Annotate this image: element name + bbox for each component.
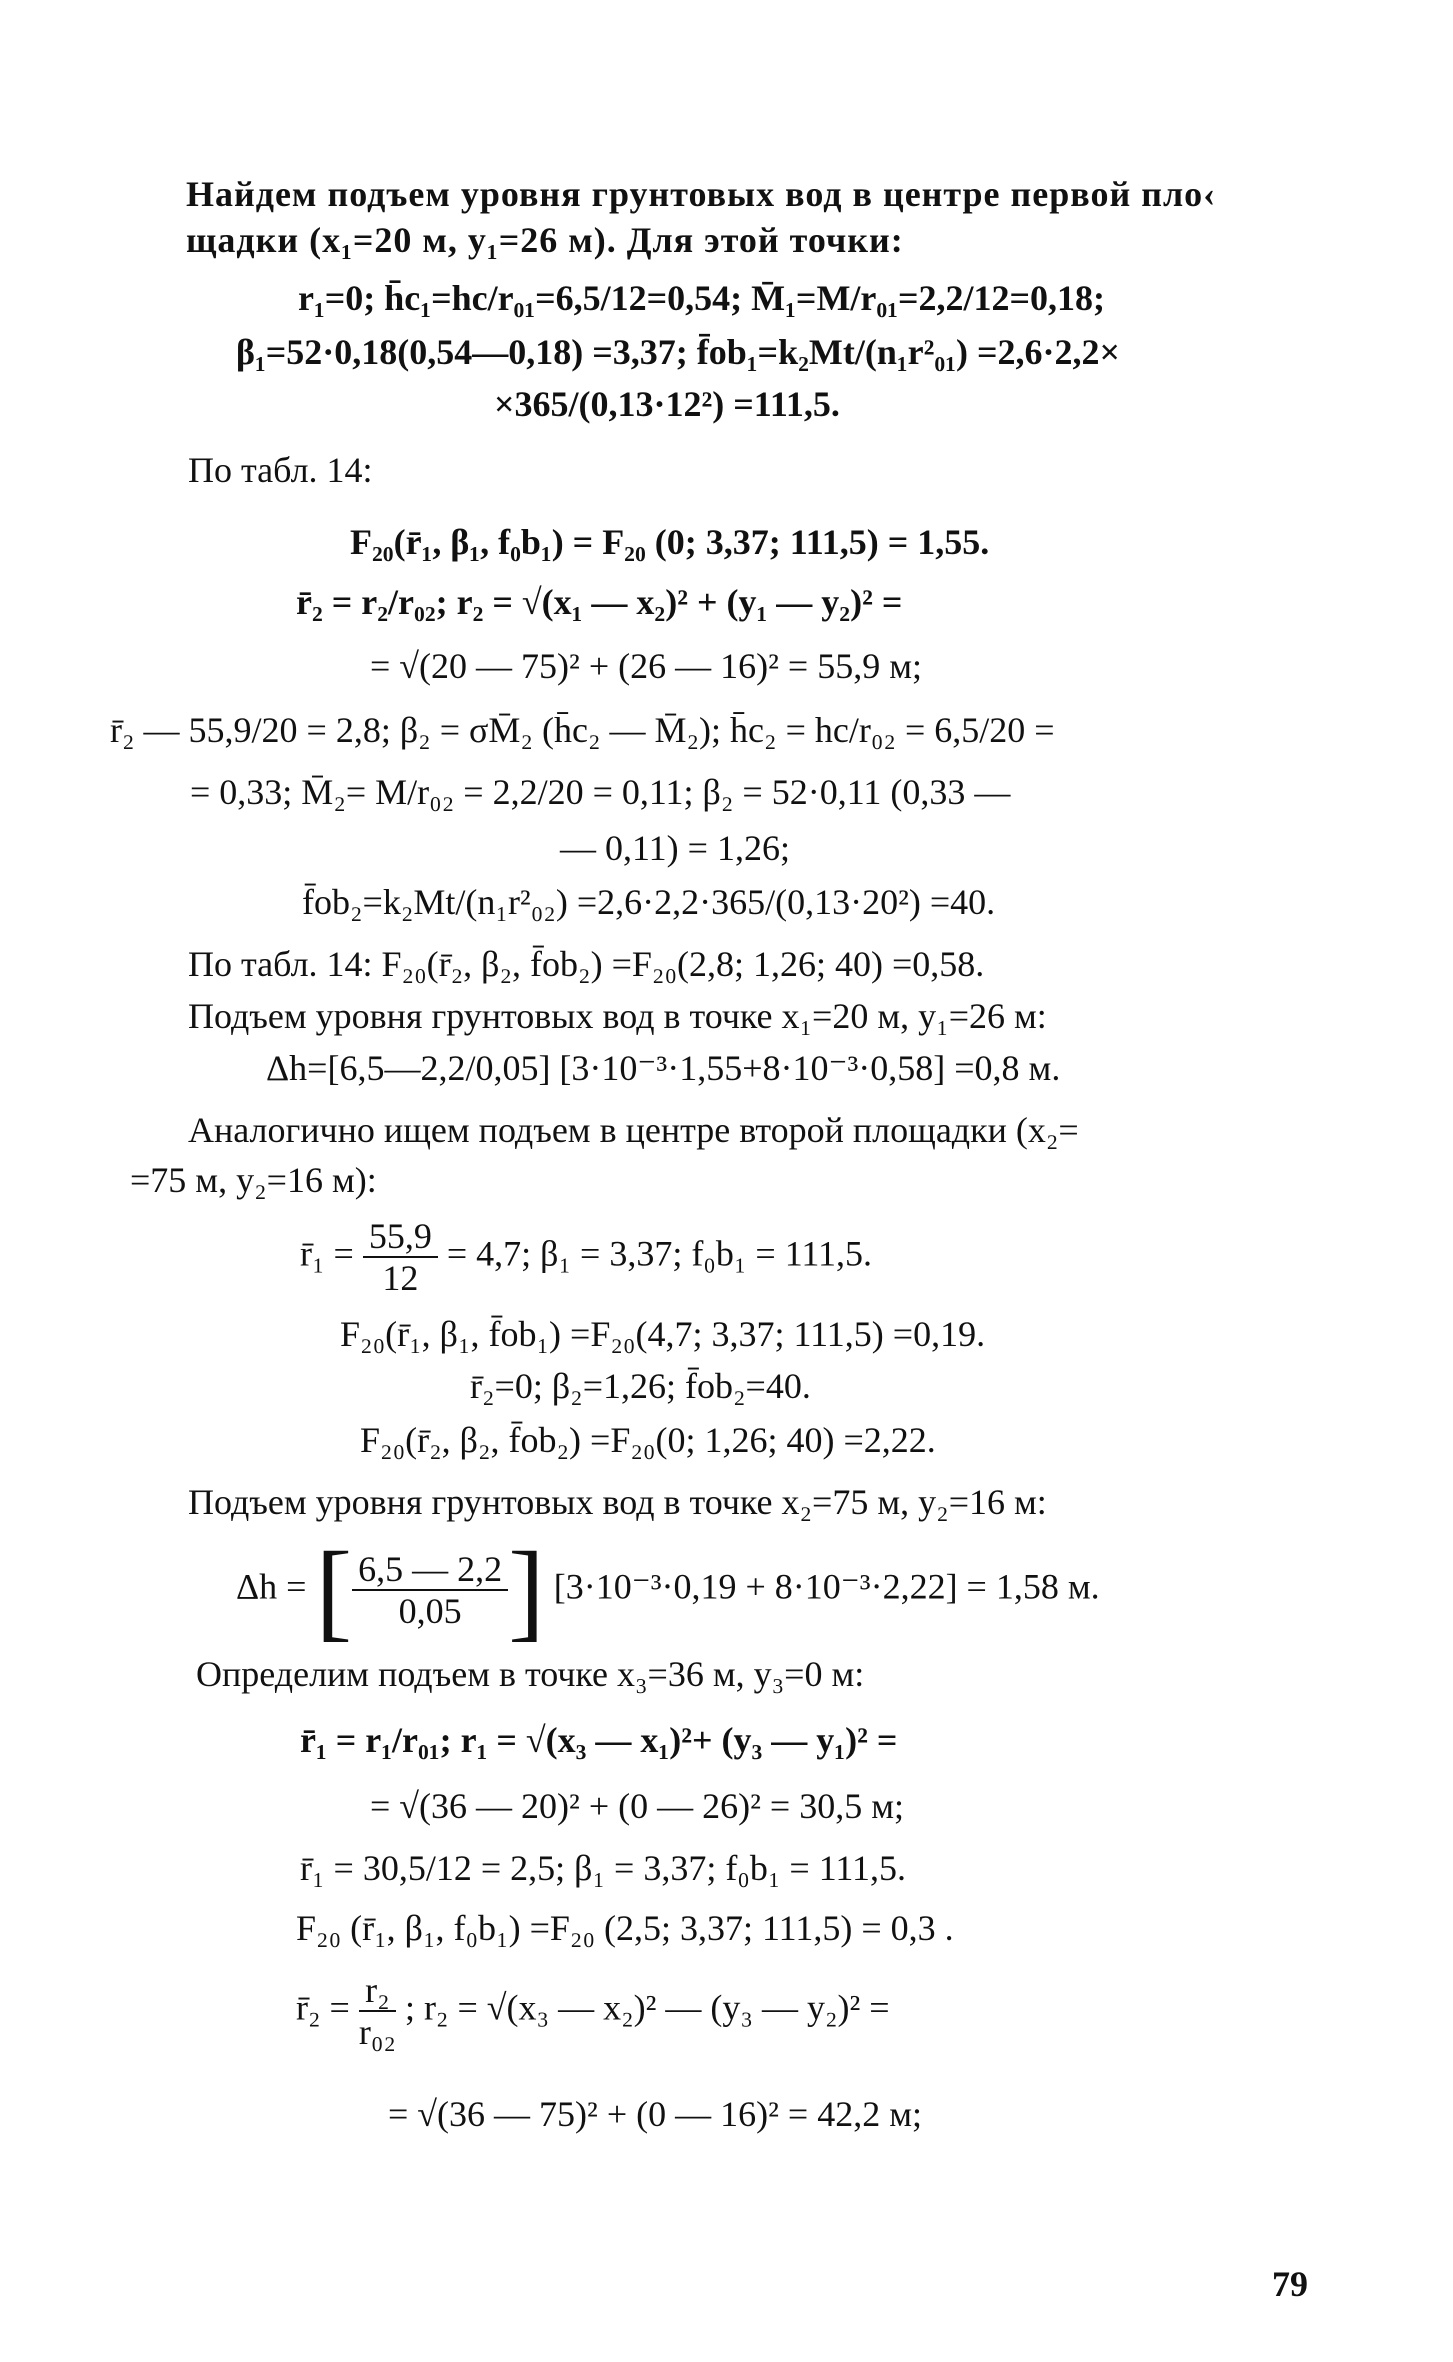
formula-line-26: r̄₁ = r₁/r₀₁; r₁ = √(x₃ — x₁)²+ (y₃ — y₁)² = xyxy=(300,1720,898,1760)
formula-line-8: r̄₂ = r₂/r₀₂; r₂ = √(x₁ — x₂)² + (y₁ — y₂)² = xyxy=(296,582,903,622)
formula-line-27: = √(36 — 20)² + (0 — 26)² = 30,5 м; xyxy=(370,1786,904,1826)
formula-line-10: r̄₂ — 55,9/20 = 2,8; β₂ = σM̄₂ (h̄c₂ — M̄₂); h̄c₂ = hc/r₀₂ = 6,5/20 = xyxy=(110,710,1055,750)
text-line-23: Подъем уровня грунтовых вод в точке x₂=75 м, y₂=16 м: xyxy=(188,1482,1047,1522)
formula-line-24 xyxy=(236,1529,1100,1651)
text-line-18: =75 м, y₂=16 м): xyxy=(130,1160,377,1200)
formula-line-9: = √(20 — 75)² + (26 — 16)² = 55,9 м; xyxy=(370,646,922,686)
left-bracket-icon: [ xyxy=(315,1529,353,1651)
formula-line-11: = 0,33; M̄₂= M/r₀₂ = 2,2/20 = 0,11; β₂ = 52·0,11 (0,33 — xyxy=(190,772,1011,812)
formula-line-7: F₂₀(r̄₁, β₁, f₀b₁) = F₂₀ (0; 3,37; 111,5) = 1,55. xyxy=(350,522,990,562)
formula-line-29: F₂₀ (r̄₁, β₁, f₀b₁) =F₂₀ (2,5; 3,37; 111,5) = 0,3 . xyxy=(296,1908,954,1948)
text-line-25: Определим подъем в точке x₃=36 м, y₃=0 м: xyxy=(196,1654,865,1694)
formula-line-16: Δh=[6,5—2,2/0,05] [3·10⁻³·1,55+8·10⁻³·0,58] =0,8 м. xyxy=(266,1048,1061,1088)
right-bracket-icon: ] xyxy=(508,1529,545,1651)
eq24-rest: [3·10⁻³·0,19 + 8·10⁻³·2,22] = 1,58 м. xyxy=(553,1566,1100,1607)
formula-line-21: r̄₂=0; β₂=1,26; f̄ob₂=40. xyxy=(470,1366,811,1406)
eq24-fraction xyxy=(352,1549,508,1631)
formula-line-3: r₁=0; h̄c₁=hc/r₀₁=6,5/12=0,54; M̄₁=M/r₀₁=2,2/12=0,18; xyxy=(298,278,1106,318)
eq30-numerator: r₂ xyxy=(359,1970,396,2012)
eq19-fraction xyxy=(363,1216,438,1298)
eq30-denominator: r₀₂ xyxy=(358,2012,396,2052)
formula-line-4: β₁=52·0,18(0,54—0,18) =3,37; f̄ob₁=k₂Mt/(n₁r²₀₁) =2,6·2,2× xyxy=(236,332,1121,372)
formula-line-19 xyxy=(300,1216,872,1298)
text-line-15: Подъем уровня грунтовых вод в точке x₁=20 м, y₁=26 м: xyxy=(188,996,1047,1036)
formula-line-13: f̄ob₂=k₂Mt/(n₁r²₀₂) =2,6·2,2·365/(0,13·20²) =40. xyxy=(302,882,996,922)
formula-line-28: r̄₁ = 30,5/12 = 2,5; β₁ = 3,37; f₀b₁ = 111,5. xyxy=(300,1848,907,1888)
eq19-rest: = 4,7; β₁ = 3,37; f₀b₁ = 111,5. xyxy=(446,1233,873,1274)
formula-line-12: — 0,11) = 1,26; xyxy=(560,828,790,868)
eq19-numerator: 55,9 xyxy=(363,1216,438,1258)
text-line-17: Аналогично ищем подъем в центре второй площадки (x₂= xyxy=(188,1110,1079,1150)
eq24-lhs: Δh = xyxy=(236,1566,307,1607)
formula-line-5: ×365/(0,13·12²) =111,5. xyxy=(494,384,840,424)
formula-line-30 xyxy=(296,1970,890,2052)
table-reference-2: По табл. 14: F₂₀(r̄₂, β₂, f̄ob₂) =F₂₀(2,8; 1,26; 40) =0,58. xyxy=(188,944,985,984)
eq30-rest: ; r₂ = √(x₃ — x₂)² — (y₃ — y₂)² = xyxy=(404,1987,890,2028)
page-number: 79 xyxy=(1272,2264,1308,2304)
formula-line-22: F₂₀(r̄₂, β₂, f̄ob₂) =F₂₀(0; 1,26; 40) =2,22. xyxy=(360,1420,936,1460)
eq19-lhs: r̄₁ = xyxy=(300,1233,354,1274)
text-line-1: Найдем подъем уровня грунтовых вод в центре первой пло‹ xyxy=(186,174,1217,214)
table-reference-1: По табл. 14: xyxy=(188,450,373,490)
formula-line-20: F₂₀(r̄₁, β₁, f̄ob₁) =F₂₀(4,7; 3,37; 111,5) =0,19. xyxy=(340,1314,986,1354)
eq19-denominator: 12 xyxy=(382,1258,419,1298)
formula-line-31: = √(36 — 75)² + (0 — 16)² = 42,2 м; xyxy=(388,2094,922,2134)
eq24-denominator: 0,05 xyxy=(398,1591,462,1631)
text-line-2: щадки (x₁=20 м, y₁=26 м). Для этой точки: xyxy=(186,220,904,260)
eq30-fraction xyxy=(359,1970,396,2052)
eq24-numerator: 6,5 — 2,2 xyxy=(352,1549,508,1591)
eq30-lhs: r̄₂ = xyxy=(296,1987,350,2028)
